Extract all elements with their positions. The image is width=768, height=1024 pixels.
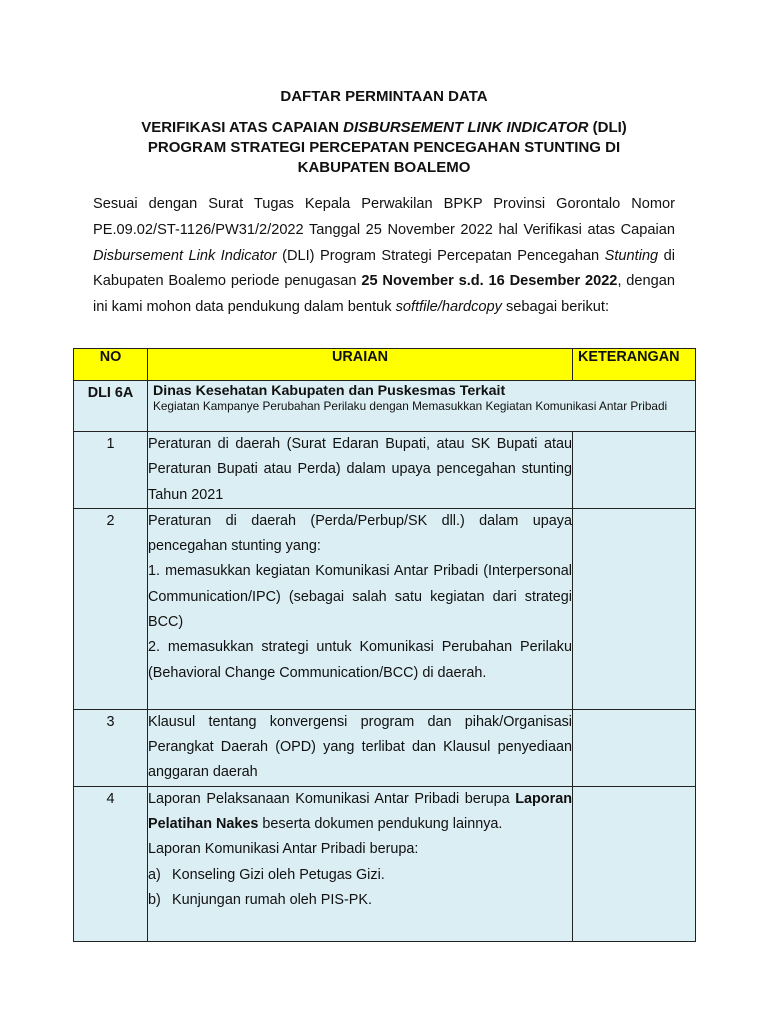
intro-text-5: sebagai berikut: — [501, 299, 609, 316]
intro-text-2: (DLI) Program Strategi Percepatan Pencegahan — [276, 247, 605, 264]
document-subtitle — [0, 118, 768, 178]
intro-period: 25 November s.d. 16 Desember 2022 — [361, 273, 618, 290]
subtitle-italic: DISBURSEMENT LINK INDICATOR — [343, 119, 589, 136]
section-subtitle: Kegiatan Kampanye Perubahan Perilaku dengan Memasukkan Kegiatan Komunikasi Antar Pribadi — [153, 399, 668, 413]
intro-paragraph — [93, 192, 675, 321]
item-b-label: b) — [148, 891, 161, 908]
row-description — [148, 508, 573, 709]
row-item-1: 1. memasukkan kegiatan Komunikasi Antar Pribadi (Interpersonal Communication/IPC) (sebagai salah satu kegiatan dari strategi BCC) — [148, 563, 572, 631]
intro-text-3: di Kabupaten Boalemo periode penugasan — [93, 247, 675, 290]
row-text-2: Laporan Komunikasi Antar Pribadi berupa: — [148, 841, 419, 858]
row-number: 3 — [74, 709, 148, 786]
row-number: 1 — [74, 432, 148, 509]
intro-italic-format: softfile/hardcopy — [395, 299, 502, 316]
request-table — [73, 348, 696, 942]
row-text: Peraturan di daerah (Perda/Perbup/SK dll.) dalam upaya pencegahan stunting yang: — [148, 512, 572, 555]
document-title: DAFTAR PERMINTAAN DATA — [280, 88, 488, 105]
item-b-text: Kunjungan rumah oleh PIS-PK. — [172, 891, 372, 908]
section-cell — [148, 381, 696, 432]
row-item-b — [148, 888, 572, 913]
table-row — [74, 786, 696, 941]
table-row — [74, 432, 696, 509]
table-row — [74, 709, 696, 786]
table-row — [74, 508, 696, 709]
section-no-cell — [74, 381, 148, 432]
section-title: Dinas Kesehatan Kabupaten dan Puskesmas Terkait — [153, 383, 506, 399]
row-description — [148, 786, 573, 941]
header-uraian: URAIAN — [148, 349, 573, 381]
header-keterangan: KETERANGAN — [573, 349, 696, 381]
row-description: Peraturan di daerah (Surat Edaran Bupati, atau SK Bupati atau Peraturan Bupati atau Perda) dalam upaya pencegahan stunting Tahun 2021 — [148, 432, 573, 509]
row-text-b: beserta dokumen pendukung lainnya. — [258, 816, 503, 833]
intro-text-4: , dengan ini kami mohon data pendukung dalam bentuk — [93, 273, 675, 316]
subtitle-suffix: (DLI) — [588, 119, 627, 136]
row-number: 2 — [74, 508, 148, 709]
intro-text-1: Sesuai dengan Surat Tugas Kepala Perwakilan BPKP Provinsi Gorontalo Nomor PE.09.02/ST-1126/PW31/2/2022 Tanggal 25 November 2022 hal Verifikasi atas Capaian — [93, 196, 675, 238]
row-description: Klausul tentang konvergensi program dan pihak/Organisasi Perangkat Daerah (OPD) yang terlibat dan Klausul penyediaan anggaran daerah — [148, 709, 573, 786]
item-a-label: a) — [148, 866, 161, 883]
header-no: NO — [74, 349, 148, 381]
subtitle-line2: PROGRAM STRATEGI PERCEPATAN PENCEGAHAN STUNTING DI — [147, 139, 621, 156]
subtitle-prefix: VERIFIKASI ATAS CAPAIAN — [141, 119, 344, 136]
subtitle-line3: KABUPATEN BOALEMO — [297, 159, 471, 176]
row-keterangan — [573, 786, 696, 941]
row-keterangan — [573, 709, 696, 786]
table-header-row — [74, 349, 696, 381]
section-no: DLI 6A — [87, 385, 134, 401]
row-text — [148, 787, 572, 838]
row-text-bold: Laporan Pelatihan Nakes — [148, 790, 572, 833]
intro-italic-stunting: Stunting — [604, 247, 659, 264]
row-item-a — [148, 863, 572, 888]
row-text-a: Laporan Pelaksanaan Komunikasi Antar Pribadi berupa — [148, 790, 516, 807]
row-keterangan — [573, 432, 696, 509]
row-keterangan — [573, 508, 696, 709]
item-a-text: Konseling Gizi oleh Petugas Gizi. — [172, 866, 385, 883]
row-number: 4 — [74, 786, 148, 941]
intro-italic-dli: Disbursement Link Indicator — [93, 247, 277, 264]
section-row — [74, 381, 696, 432]
row-item-2: 2. memasukkan strategi untuk Komunikasi Perubahan Perilaku (Behavioral Change Communication/BCC) di daerah. — [148, 639, 572, 681]
